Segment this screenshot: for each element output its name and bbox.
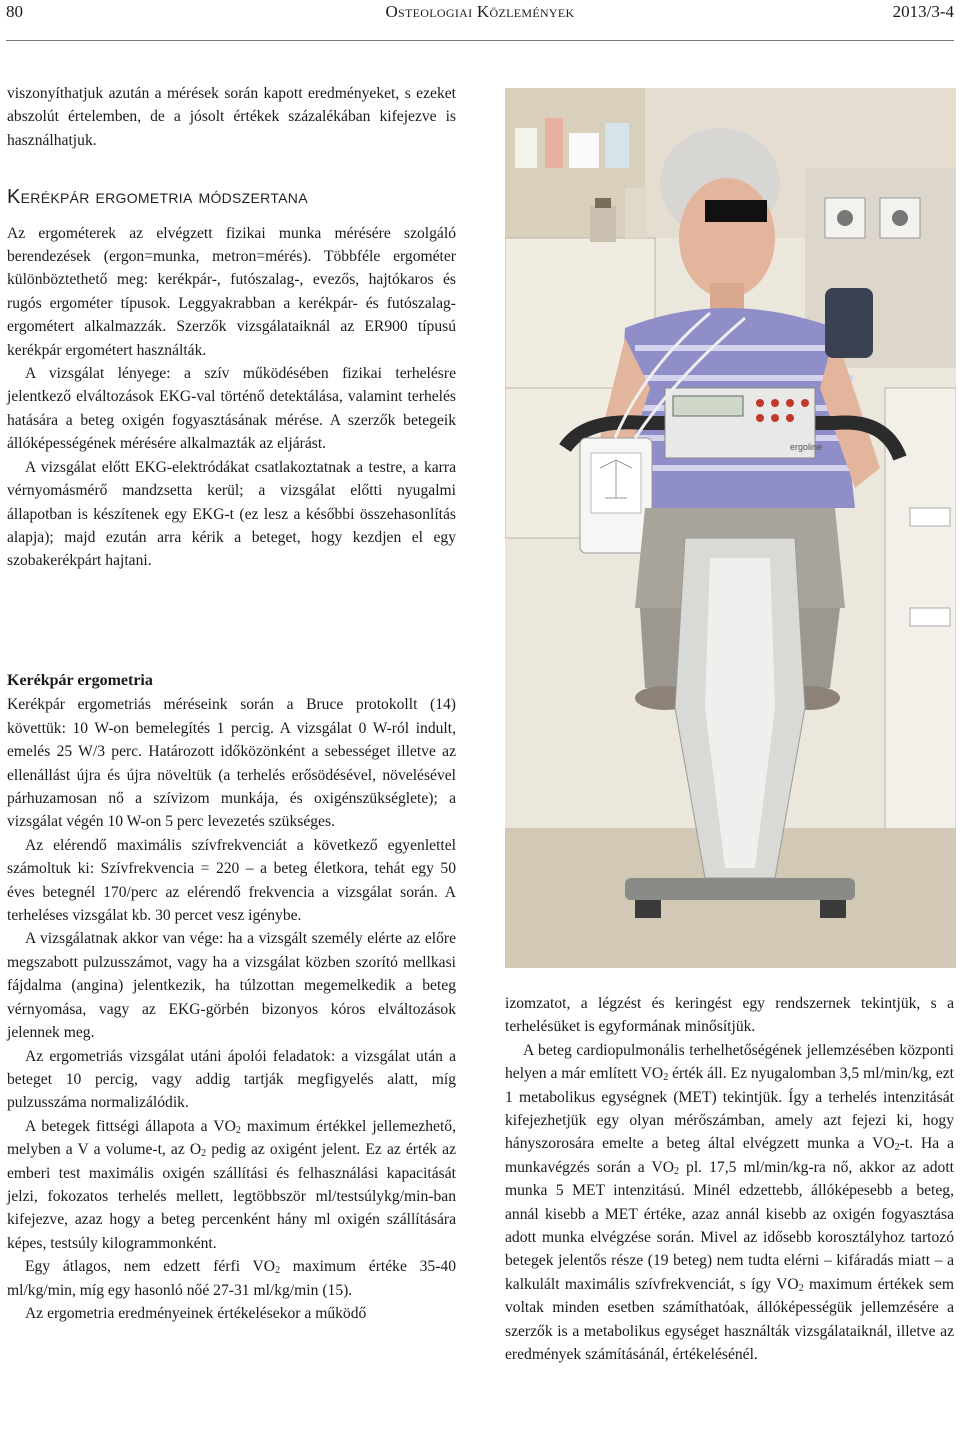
machine-brand: ergoline	[790, 442, 823, 452]
paragraph: Kerékpár ergometriás méréseink során a Bruce protokollt (14) követtük: 10 W-on bemelegítés 1 percig. A vizsgálat 0 W-ról indult, emelés 25 W/3 perc. Határozott időközönként a sebességet illetve az ellenállást újra és újra növeltük (a terhelés erősödésével, növelésével párhuzamosan nő a szívizom munkája, és oxigénszükséglete); a vizsgálat végén 10 W-on 5 perc levezetés szükséges.	[7, 696, 456, 831]
paragraph: Az elérendő maximális szívfrekvenciát a következő egyenlettel számoltuk ki: Szívfrekvencia = 220 – a beteg életkora, tehát egy 50 éves betegnél 170/perc az elérendő frekvencia a vizsgálat során. A terheléses vizsgálat kb. 30 percet vesz igénybe.	[7, 836, 456, 925]
issue-number: 2013/3-4	[892, 2, 954, 21]
paragraph: A vizsgálat lényege: a szív működésében fizikai terhelésre jelentkező elváltozások EKG-val történő detektálása, valamint terhelés hatására a beteg oxigén fogyasztásának mérése. A szerzők betegeik állóképességének mérésére alkalmazták az eljárást.	[7, 365, 456, 453]
paragraph: A vizsgálat előtt EKG-elektródákat csatlakoztatnak a testre, a karra vérnyomásmérő mandzsetta kerül; a vizsgálat előtti nyugalmi állapotban is készítenek egy EKG-t (ez lesz a későbbi összehasonlítás alapja); majd ezután arra kérik a beteget, hogy kezdjen el egy szobakerékpárt hajtani.	[7, 458, 456, 570]
journal-title: Osteologiai Közlemények	[385, 2, 575, 21]
running-header	[6, 0, 954, 30]
right-column-text	[505, 992, 954, 1367]
intro-paragraph: viszonyíthatjuk azután a mérések során kapott eredményeket, s ezeket abszolút értelemben, de a jósolt értékek százalékában kifejezve is használhatjuk.	[7, 85, 456, 149]
paragraph: A beteg cardiopulmonális terhelhetőségének jellemzésében központi helyen a már említett $VO_2$ érték áll. Ez nyugalomban 3,5 ml/min/kg, ezt 1 metabolikus egységnek (MET) tekintjük. Így a terhelés intenzitását kifejezhetjük egy olyan mérőszámban, amely azt fejezi ki, hogy hányszorosára emelte a beteg által elvégzett munka a $VO_2-t$. Ha a munkavégzés során a $VO_2$ pl. 17,5 ml/min/kg-ra nő, akkor az adott munka 5 MET intenzitású. Minél edzettebb, állóképesebb a beteg, annál kisebb a MET értéke, azaz annál kisebb az oxigén fogyasztása adott munka elvégzése során. Mivel az idősebb korosztályhoz tartozó betegek jelentős része (19 beteg) nem tudta elérni – kifáradás miatt – a kalkulált maximális szívfrekvenciát, s így $VO_2$ maximum értékek sem voltak minden esetben számíthatóak, állóképességük jellemzésére a szerzők is a metabolikus egységet használták vizsgálataiknál, illetve az eredmények számításánál, értékelésénél.	[505, 1041, 955, 1364]
paragraph: Az ergométerek az elvégzett fizikai munka mérésére szolgáló berendezések (ergon=munka, metron=mérés). Többféle ergométer különböztethető meg: kerékpár-, futószalag-, evezős, hajtókaros és rugós ergométer típusok. Leggyakrabban a kerékpár- és futószalag-ergométert alkalmazzák. Szerzők vizsgálataiknál az ER900 típusú kerékpár ergométert használták.	[7, 224, 456, 359]
paragraph: izomzatot, a légzést és keringést egy rendszernek tekintjük, s a terhelésüket is egyformának minősítjük.	[505, 995, 954, 1036]
subsection-title: Kerékpár ergometria	[7, 672, 153, 689]
page-number: 80	[6, 2, 23, 21]
patient-ergometer-photo	[505, 88, 956, 968]
paragraph: Egy átlagos, nem edzett férfi $VO_2$ maximum értéke 35-40 ml/kg/min, míg egy hasonló nőé 27-31 ml/kg/min (15).	[7, 1258, 456, 1299]
paragraph: Az ergometria eredményeinek értékelésekor a működő	[25, 1304, 367, 1322]
section-title: Kerékpár ergometria módszertana	[7, 186, 308, 209]
header-rule	[6, 40, 954, 41]
photo-illustration	[505, 88, 956, 968]
paragraph: A betegek fittségi állapota a $VO_2$ maximum értékkel jellemezhető, melyben a V a volume-t, az $O_2$ pedig az oxigént jelent. Ez az érték az emberi test maximális oxigén szállítási és felhasználási kapacitását jelzi, fokozatos terhelés mellett, legtöbbször ml/testsúlykg/min-ban kifejezve, azaz hogy a beteg percenként hány ml oxigén szállítására képes, testsúly kilogrammonként.	[7, 1117, 456, 1252]
paragraph: Az ergometriás vizsgálat utáni ápolói feladatok: a vizsgálat után a beteget 10 percig, vagy addig tartják megfigyelés alatt, míg pulzusszáma normalizálódik.	[7, 1047, 456, 1112]
paragraph: A vizsgálatnak akkor van vége: ha a vizsgált személy elérte az előre megszabott pulzusszámot, vagy ha a vizsgálat közben szorító mellkasi fájdalma (angina) jelentkezik, ha túlzottan megemelkedik a beteg vérnyomása, vagy az EKG-görbén bizonyos kóros elváltozások jelennek meg.	[7, 930, 456, 1042]
left-column-bottom	[7, 669, 456, 1325]
left-column-top	[7, 82, 456, 573]
